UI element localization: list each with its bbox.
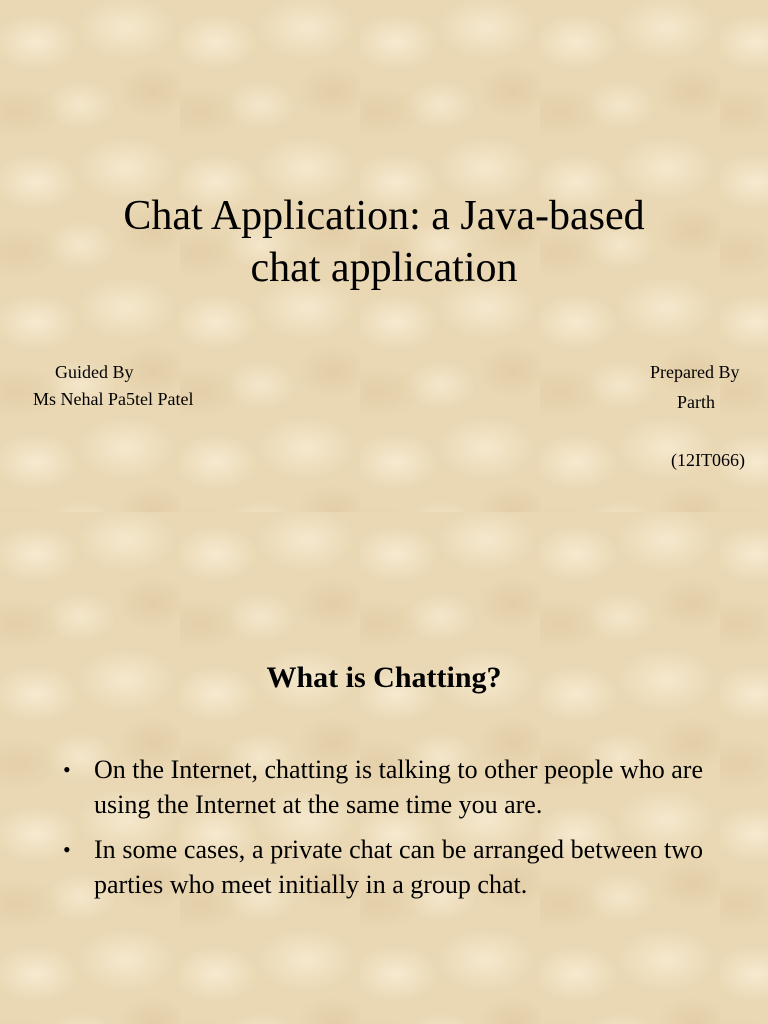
- bullet-text: In some cases, a private chat can be arranged between two parties who meet initially in a group chat.: [94, 835, 703, 899]
- bullet-list: [63, 752, 703, 912]
- guide-name: Ms Nehal Pa5tel Patel: [33, 389, 194, 409]
- title-line-2: chat application: [250, 245, 518, 291]
- list-item: [63, 832, 703, 902]
- title-line-1: Chat Application: a Java-based: [123, 193, 645, 239]
- slide-heading: What is Chatting?: [266, 661, 502, 694]
- slide-title: [0, 190, 768, 294]
- guided-by-block: [33, 358, 203, 413]
- content-slide: [0, 512, 768, 1024]
- preparer-id: (12IT066): [671, 450, 745, 470]
- bullet-icon: •: [63, 757, 71, 782]
- guided-by-label: Guided By: [55, 362, 134, 382]
- bullet-text: On the Internet, chatting is talking to other people who are using the Internet at the same time you are.: [94, 755, 703, 819]
- bullet-icon: •: [63, 837, 71, 862]
- prepared-by-label: Prepared By: [650, 362, 740, 382]
- preparer-name: Parth: [677, 392, 715, 412]
- list-item: [63, 752, 703, 822]
